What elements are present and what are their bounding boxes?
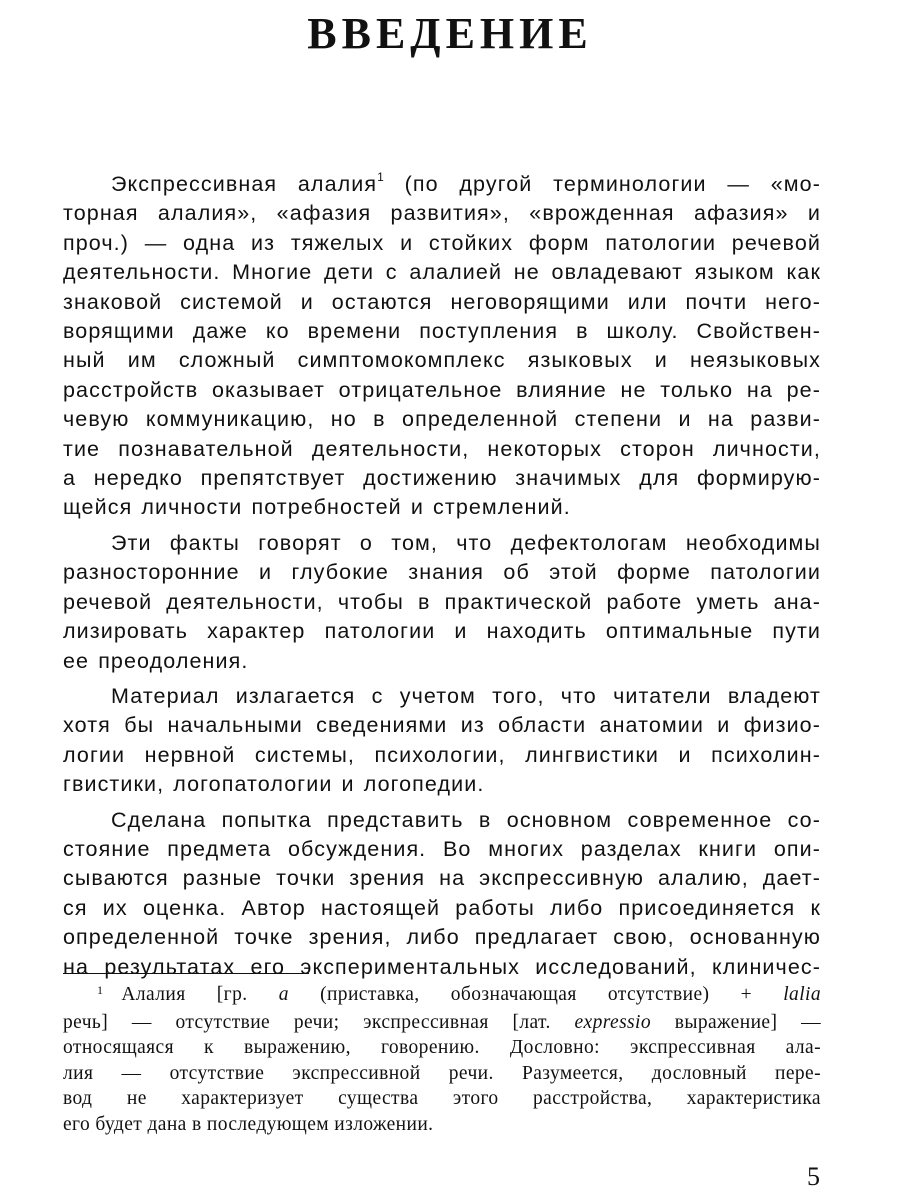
text-line: Материал излагается с учетом того, что читатели владеют	[111, 683, 821, 708]
text-line: ся их оценка. Автор настоящей работы либо присоединяется к	[63, 895, 821, 920]
main-text	[63, 170, 821, 982]
footnote-line: вод не характеризует существа этого расстройства, характеристика	[63, 1088, 821, 1110]
paragraph-4	[63, 806, 821, 982]
footnote-reference: 1	[377, 169, 384, 184]
text-line: речевой деятельности, чтобы в практической работе уметь ана-	[63, 589, 821, 614]
text-line: Сделана попытка представить в основном современное со-	[111, 807, 821, 832]
paragraph-1	[63, 170, 821, 523]
text-line: разносторонние и глубокие знания об этой форме патологии	[63, 560, 821, 585]
text-line: проч.) — одна из тяжелых и стойких форм патологии речевой	[63, 230, 821, 255]
text-line: Эти факты говорят о том, что дефектологам необходимы	[111, 530, 821, 555]
text-line: гвистики, логопатологии и логопедии.	[63, 772, 485, 797]
text-line: знаковой системой и остаются неговорящими или почти него-	[63, 289, 821, 314]
text-line: торная алалия», «афазия развития», «врожденная афазия» и	[63, 201, 821, 226]
page-number: 5	[807, 1162, 820, 1191]
text-line: на результатах его экспериментальных исследований, клиничес-	[63, 954, 821, 979]
paragraph-3	[63, 682, 821, 800]
text-line: тие познавательной деятельности, некоторых сторон личности,	[63, 436, 821, 461]
text-line: стояние предмета обсуждения. Во многих разделах книги опи-	[63, 836, 821, 861]
text-line: ее преодоления.	[63, 648, 249, 673]
text-line: Экспрессивная алалия$^1$ (по другой терминологии — «мо-	[111, 169, 821, 196]
footnote-line: его будет дана в последующем изложении.	[63, 1113, 434, 1135]
footnote	[63, 982, 821, 1138]
text-line: логии нервной системы, психологии, лингвистики и психолин-	[63, 742, 821, 767]
text-line: определенной точке зрения, либо предлагает свою, основанную	[63, 925, 821, 950]
text-line: расстройств оказывает отрицательное влияние не только на ре-	[63, 377, 821, 402]
text-line: деятельности. Многие дети с алалией не овладевают языком как	[63, 260, 821, 285]
text-line: хотя бы начальными сведениями из области анатомии и физио-	[63, 713, 821, 738]
text-line: ворящими даже ко времени поступления в школу. Свойствен-	[63, 319, 821, 344]
text-line: щейся личности потребностей и стремлений.	[63, 495, 571, 520]
paragraph-2	[63, 529, 821, 676]
text-line: чевую коммуникацию, но в определенной степени и на разви-	[63, 407, 821, 432]
text-line: а нередко препятствует достижению значимых для формирую-	[63, 466, 821, 491]
footnote-line: $^1$ Алалия [гр. a (приставка, обозначающая отсутствие) + lalia	[97, 983, 821, 1005]
footnote-line: относящаяся к выражению, говорению. Дословно: экспрессивная ала-	[63, 1037, 821, 1059]
footnote-line: речь] — отсутствие речи; экспрессивная [лат. expressio выражение] —	[63, 1011, 821, 1033]
text-line: лизировать характер патологии и находить оптимальные пути	[63, 619, 821, 644]
footnote-line: лия — отсутствие экспрессивной речи. Разумеется, дословный пере-	[63, 1062, 821, 1084]
text-line: сываются разные точки зрения на экспрессивную алалию, дает-	[63, 866, 821, 891]
page-title: ВВЕДЕНИЕ	[307, 9, 593, 58]
footnote-divider	[63, 973, 309, 974]
footnote-mark: 1	[97, 983, 104, 997]
text-line: ный им сложный симптомокомплекс языковых и неязыковых	[63, 348, 821, 373]
